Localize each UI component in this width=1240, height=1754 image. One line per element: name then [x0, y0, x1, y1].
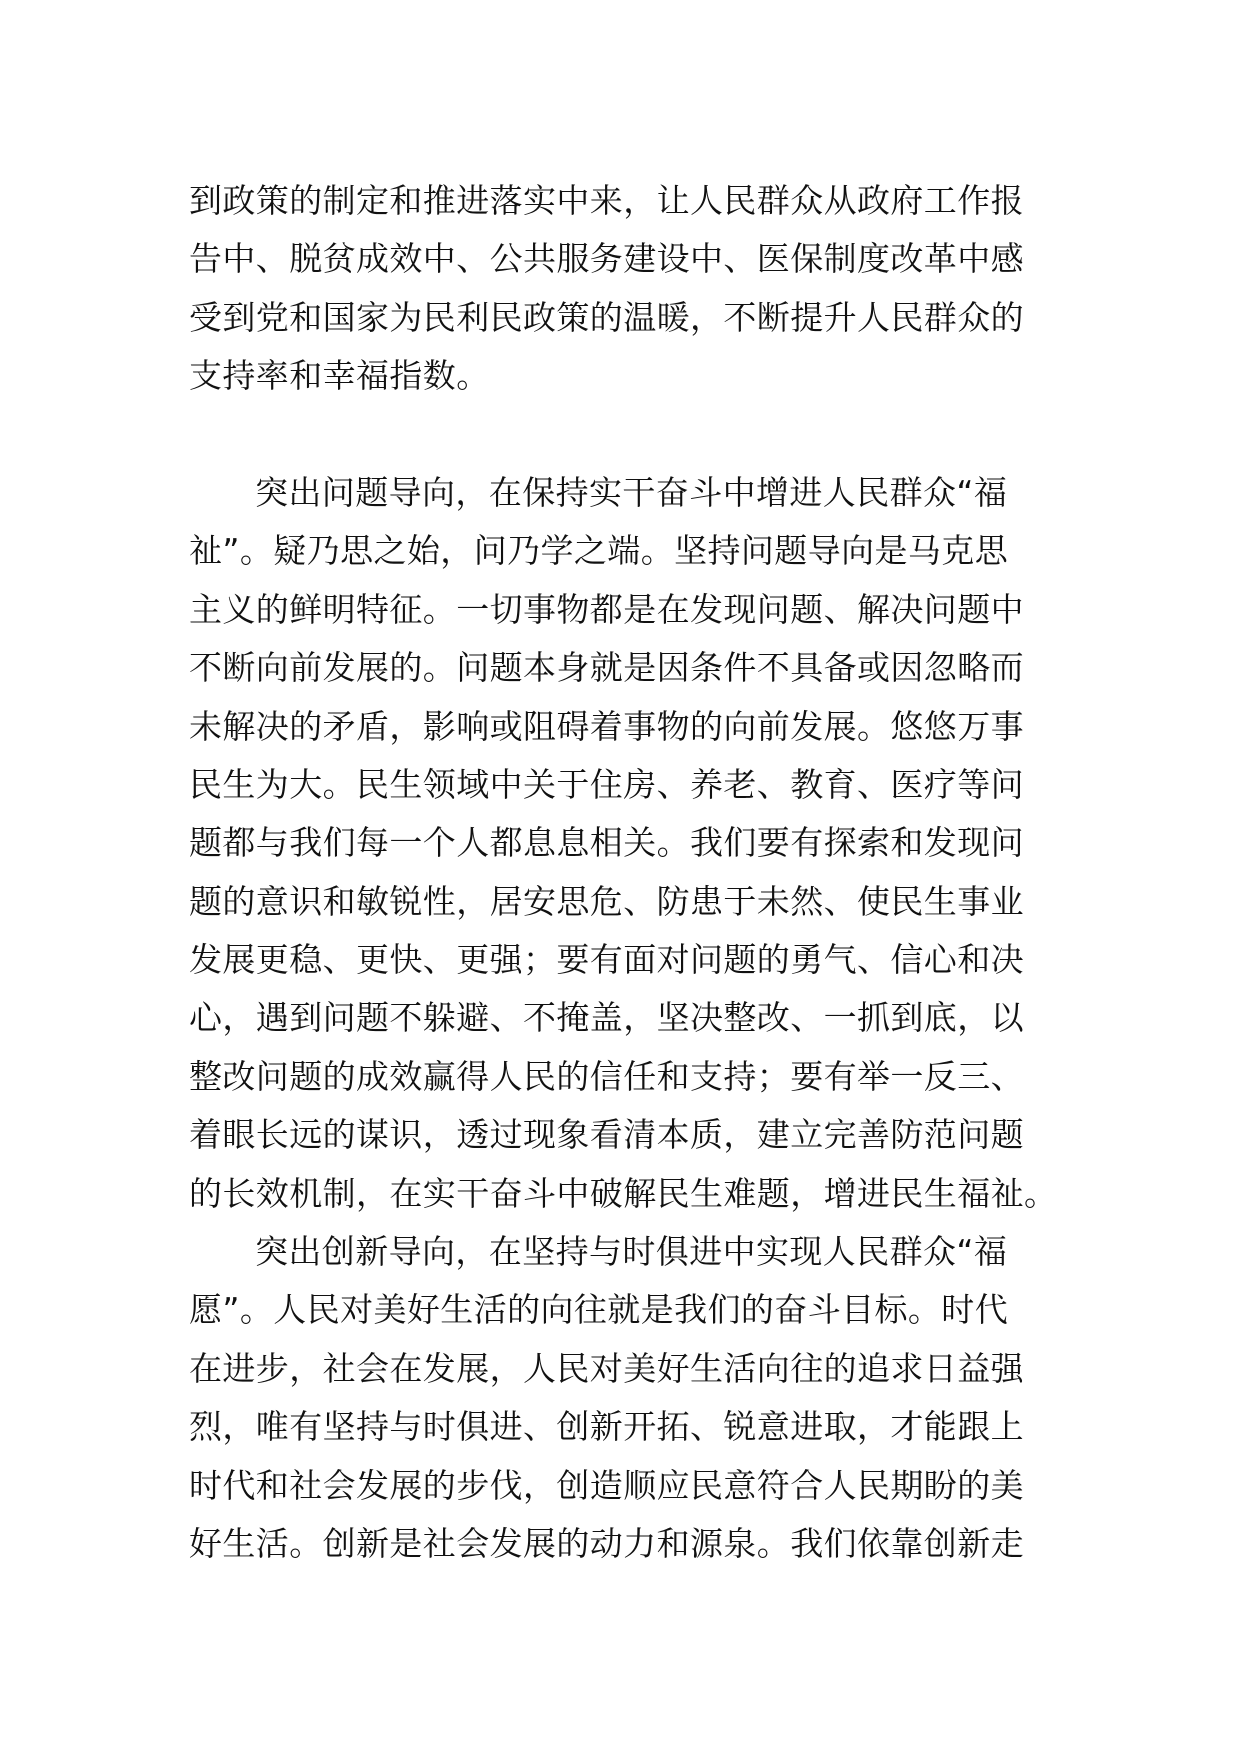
- text-line: 告中、脱贫成效中、公共服务建设中、医保制度改革中感: [189, 239, 1024, 279]
- text-line: 主义的鲜明特征。一切事物都是在发现问题、解决问题中: [189, 589, 1024, 629]
- text-line: 心，遇到问题不躲避、不掩盖，坚决整改、一抓到底，以: [189, 998, 1024, 1038]
- text-line: 突出创新导向，在坚持与时俱进中实现人民群众“福: [255, 1232, 1008, 1272]
- text-line: 受到党和国家为民利民政策的温暖，不断提升人民群众的: [189, 297, 1024, 337]
- text-line: 愿”。人民对美好生活的向往就是我们的奋斗目标。时代: [189, 1290, 1009, 1330]
- text-line: 祉”。疑乃思之始，问乃学之端。坚持问题导向是马克思: [189, 531, 1009, 571]
- paragraph-problem-orientation: [189, 464, 1061, 1223]
- text-line: 题的意识和敏锐性，居安思危、防患于未然、使民生事业: [189, 881, 1024, 921]
- text-line: 在进步，社会在发展，人民对美好生活向往的追求日益强: [189, 1348, 1024, 1388]
- paragraph-policy-warmth: [189, 172, 1061, 406]
- text-line: 整改问题的成效赢得人民的信任和支持；要有举一反三、: [189, 1056, 1024, 1096]
- text-line: 题都与我们每一个人都息息相关。我们要有探索和发现问: [189, 823, 1024, 863]
- text-line: 突出问题导向，在保持实干奋斗中增进人民群众“福: [255, 472, 1008, 512]
- text-line: 发展更稳、更快、更强；要有面对问题的勇气、信心和决: [189, 940, 1024, 980]
- paragraph-spacer: [189, 406, 1061, 464]
- text-line: 的长效机制，在实干奋斗中破解民生难题，增进民生福祉。: [189, 1173, 1058, 1213]
- paragraph-innovation-orientation: [189, 1223, 1061, 1573]
- text-line: 不断向前发展的。问题本身就是因条件不具备或因忽略而: [189, 648, 1024, 688]
- text-line: 未解决的矛盾，影响或阻碍着事物的向前发展。悠悠万事: [189, 706, 1024, 746]
- text-line: 到政策的制定和推进落实中来，让人民群众从政府工作报: [189, 181, 1024, 220]
- text-line: 烈，唯有坚持与时俱进、创新开拓、锐意进取，才能跟上: [189, 1407, 1024, 1447]
- text-line: 着眼长远的谋识，透过现象看清本质，建立完善防范问题: [189, 1115, 1024, 1155]
- text-line: 好生活。创新是社会发展的动力和源泉。我们依靠创新走: [189, 1523, 1024, 1563]
- text-line: 民生为大。民生领域中关于住房、养老、教育、医疗等问: [189, 764, 1024, 804]
- document-body: [189, 172, 1061, 1573]
- text-line: 支持率和幸福指数。: [189, 356, 490, 396]
- text-line: 时代和社会发展的步伐，创造顺应民意符合人民期盼的美: [189, 1465, 1024, 1505]
